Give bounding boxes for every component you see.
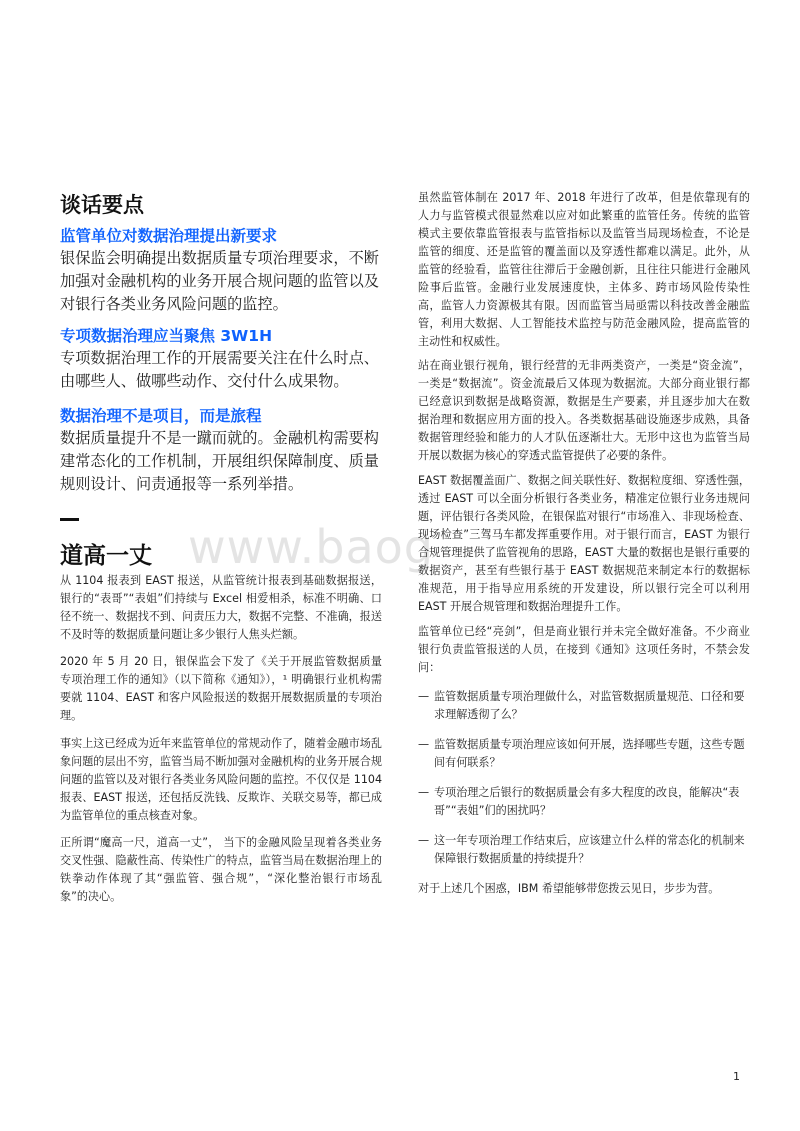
question-text: 专项治理之后银行的数据质量会有多大程度的改良，能解决“表哥”“表姐”们的困扰吗？ [434, 786, 740, 817]
question-marker: — [418, 690, 430, 703]
right-paragraph-4: 监管单位已经“亮剑”，但是商业银行并未完全做好准备。不少商业银行负责监管报送的人员，在接到《通知》这项任务时，不禁会发问： [418, 625, 750, 674]
right-paragraph-3: EAST 数据覆盖面广、数据之间关联性好、数据粒度细、穿透性强，透过 EAST 可以全面分析银行各类业务，精准定位银行业务违规问题，评估银行各类风险，在银保监对银行“市场准入、非现场检查、现场检查”三驾马车都发挥重要作用。对于银行而言，EAST 为银行合规管理提供了监管视角的思路，EAST 大量的数据也是银行重要的数据资产，甚至有些银行基于 EAST 数据规范来制定本行的数据标准规范，用于指导应用系统的开发建设，所以银行完全可以利用 EAST 开展合规管理和数据治理提升工作。 [418, 474, 750, 613]
question-text: 这一年专项治理工作结束后，应该建立什么样的常态化的机制来保障银行数据质量的持续提升？ [434, 834, 745, 865]
section-dash [60, 518, 79, 521]
key-point-heading-1: 监管单位对数据治理提出新要求 [60, 227, 278, 245]
question-marker: — [418, 738, 430, 751]
left-paragraph-3: 事实上这已经成为近年来监管单位的常规动作了，随着金融市场乱象问题的层出不穷，监管当局不断加强对金融机构的业务开展合规问题的监管以及对银行各类业务风险问题的监控。不仅仅是 1104 报表、EAST 报送，还包括反洗钱、反欺诈、关联交易等，都已成为监管单位的重点核查对象。 [60, 737, 382, 822]
question-item-2 [418, 736, 750, 772]
right-paragraph-2: 站在商业银行视角，银行经营的无非两类资产，一类是“资金流”，一类是“数据流”。资金流最后又体现为数据流。大部分商业银行都已经意识到数据是战略资源，数据是生产要素，并且逐步加大在数据治理和数据应用方面的投入。各类数据基础设施逐步成熟，具备数据管理经验和能力的人才队伍逐渐壮大。无形中这也为监管当局开展以数据为核心的穿透式监管提供了必要的条件。 [418, 359, 750, 462]
closing-paragraph: 对于上述几个困惑，IBM 希望能够带您拨云见日，步步为营。 [418, 882, 720, 895]
watermark: www.baog [188, 520, 434, 574]
question-marker: — [418, 834, 430, 847]
key-points-title: 谈话要点 [60, 193, 144, 217]
key-point-body-2: 专项数据治理工作的开展需要关注在什么时点、由哪些人、做哪些动作、交付什么成果物。 [60, 349, 379, 390]
question-item-1 [418, 688, 750, 724]
question-text: 监管数据质量专项治理做什么，对监管数据质量规范、口径和要求理解透彻了么？ [434, 690, 745, 721]
key-point-body-1: 银保监会明确提出数据质量专项治理要求，不断加强对金融机构的业务开展合规问题的监管以及对银行各类业务风险问题的监控。 [60, 249, 379, 313]
question-item-4 [418, 832, 750, 868]
page-number: 1 [733, 1070, 740, 1083]
left-paragraph-4: 正所谓“魔高一尺，道高一丈”， 当下的金融风险呈现着各类业务交叉性强、隐蔽性高、传染性广的特点，监管当局在数据治理上的铁拳动作体现了其“强监管、强合规”，“深化整治银行市场乱象”的决心。 [60, 836, 382, 903]
question-item-3 [418, 784, 750, 820]
section-title: 道高一丈 [60, 543, 152, 569]
key-point-body-3: 数据质量提升不是一蹴而就的。金融机构需要构建常态化的工作机制，开展组织保障制度、质量规则设计、问责通报等一系列举措。 [60, 429, 379, 493]
key-point-heading-3: 数据治理不是项目，而是旅程 [60, 407, 262, 425]
right-paragraph-1: 虽然监管体制在 2017 年、2018 年进行了改革，但是依靠现有的人力与监管模式很显然难以应对如此繁重的监管任务。传统的监管模式主要依靠监管报表与监管指标以及监管当局现场检查，不论是监管的细度、还是监管的覆盖面以及穿透性都难以满足。此外，从监管的经验看，监管往往滞后于金融创新，且往往只能进行金融风险事后监管。金融行业发展速度快，主体多、跨市场风险传染性高，监管人力资源极其有限。因而监管当局亟需以科技改善金融监管，利用大数据、人工智能技术监控与防范金融风险，提高监管的主动性和权威性。 [418, 191, 750, 348]
key-point-heading-2: 专项数据治理应当聚焦 3W1H [60, 327, 273, 345]
left-paragraph-1: 从 1104 报表到 EAST 报送，从监管统计报表到基础数据报送，银行的“表哥”“表姐”们持续与 Excel 相爱相杀，标准不明确、口径不统一、数据找不到、问责压力大，数据不完整、不准确，报送不及时等的数据质量问题让多少银行人焦头烂额。 [60, 574, 382, 641]
question-marker: — [418, 786, 430, 799]
left-paragraph-2: 2020 年 5 月 20 日，银保监会下发了《关于开展监管数据质量专项治理工作的通知》（以下简称《通知》），¹ 明确银行业机构需要就 1104、EAST 和客户风险报送的数据开展数据质量的专项治理。 [60, 655, 382, 722]
question-text: 监管数据质量专项治理应该如何开展，选择哪些专题，这些专题间有何联系？ [434, 738, 745, 769]
